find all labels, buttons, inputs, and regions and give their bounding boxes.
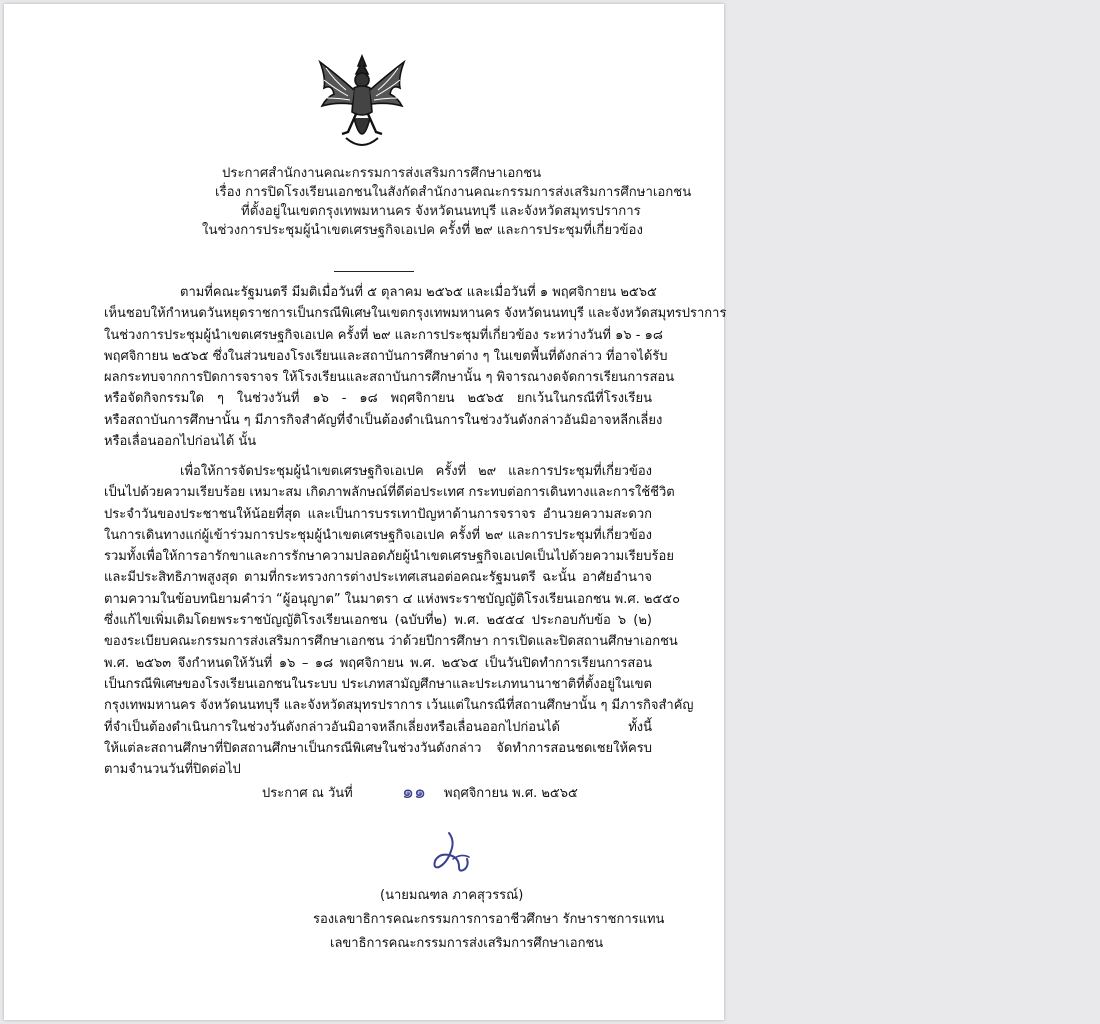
announcement-date — [4, 782, 724, 806]
signature-icon — [429, 829, 473, 875]
header-line: ประกาศสำนักงานคณะกรรมการส่งเสริมการศึกษาเอกชน — [222, 166, 542, 181]
paragraph-line: ตามจำนวนวันที่ปิดต่อไป — [104, 762, 241, 778]
paragraph-line: กรุงเทพมหานคร จังหวัดนนทบุรี และจังหวัดสมุทรปราการ เว้นแต่ในกรณีที่สถานศึกษานั้น ๆ มีภารกิจสำคัญ — [104, 698, 694, 714]
paragraph-2 — [104, 461, 694, 780]
paragraph-line: เพื่อให้การจัดประชุมผู้นำเขตเศรษฐกิจเอเปค ครั้งที่ ๒๙ และการประชุมที่เกี่ยวข้อง — [180, 464, 652, 479]
header-line: ที่ตั้งอยู่ในเขตกรุงเทพมหานคร จังหวัดนนทบุรี และจังหวัดสมุทรปราการ — [241, 204, 641, 219]
paragraph-line: ซึ่งแก้ไขเพิ่มเติมโดยพระราชบัญญัติโรงเรียนเอกชน (ฉบับที่๒) พ.ศ. ๒๕๕๔ ประกอบกับข้อ ๖ (๒) — [104, 613, 652, 629]
paragraph-line: ตามความในข้อบทนิยามคำว่า “ผู้อนุญาต” ในมาตรา ๔ แห่งพระราชบัญญัติโรงเรียนเอกชน พ.ศ. ๒๕๕๐ — [104, 591, 681, 607]
date-label: ประกาศ ณ วันที่ — [262, 786, 353, 801]
paragraph-line: ของระเบียบคณะกรรมการส่งเสริมการศึกษาเอกชน ว่าด้วยปีการศึกษา การเปิดและปิดสถานศึกษาเอกชน — [104, 634, 678, 650]
document-page — [4, 4, 727, 1020]
paragraph-line: เป็นกรณีพิเศษของโรงเรียนเอกชนในระบบ ประเภทสามัญศึกษาและประเภทนานาชาติที่ตั้งอยู่ในเขต — [104, 676, 652, 692]
signatory-position: รองเลขาธิการคณะกรรมการการอาชีวศึกษา รักษาราชการแทน — [313, 912, 665, 927]
paragraph-line: รวมทั้งเพื่อให้การอารักขาและการรักษาความปลอดภัยผู้นำเขตเศรษฐกิจเอเปคเป็นไปด้วยความเรียบร้อย — [104, 549, 674, 565]
header-subject-line: เรื่อง การปิดโรงเรียนเอกชนในสังกัดสำนักงานคณะกรรมการส่งเสริมการศึกษาเอกชน — [215, 185, 692, 200]
paragraph-line: หรือเลื่อนออกไปก่อนได้ นั้น — [104, 434, 257, 450]
paragraph-line: พฤศจิกายน ๒๕๖๕ ซึ่งในส่วนของโรงเรียนและสถาบันการศึกษาต่าง ๆ ในเขตพื้นที่ดังกล่าว ที่อาจได้รับ — [104, 348, 668, 364]
header-line: ในช่วงการประชุมผู้นำเขตเศรษฐกิจเอเปค ครั้งที่ ๒๙ และการประชุมที่เกี่ยวข้อง — [202, 223, 643, 238]
paragraph-line: เป็นไปด้วยความเรียบร้อย เหมาะสม เกิดภาพลักษณ์ที่ดีต่อประเทศ กระทบต่อการเดินทางและการใช้ชีวิต — [104, 485, 675, 501]
paragraph-line: เห็นชอบให้กำหนดวันหยุดราชการเป็นกรณีพิเศษในเขตกรุงเทพมหานคร จังหวัดนนทบุรี และจังหวัดสมุทรปราการ — [104, 306, 727, 322]
paragraph-line: ผลกระทบจากการปิดการจราจร ให้โรงเรียนและสถาบันการศึกษานั้น ๆ พิจารณางดจัดการเรียนการสอน — [104, 370, 675, 386]
header-divider — [334, 271, 414, 272]
date-month-year: พฤศจิกายน พ.ศ. ๒๕๖๕ — [444, 786, 578, 801]
paragraph-line: พ.ศ. ๒๕๖๓ จึงกำหนดให้วันที่ ๑๖ – ๑๘ พฤศจิกายน พ.ศ. ๒๕๖๕ เป็นวันปิดทำการเรียนการสอน — [104, 655, 652, 671]
paragraph-line: และมีประสิทธิภาพสูงสุด ตามที่กระทรวงการต่างประเทศเสนอต่อคณะรัฐมนตรี ฉะนั้น อาศัยอำนาจ — [104, 570, 652, 586]
signatory-block — [4, 884, 724, 956]
paragraph-line: หรือจัดกิจกรรมใด ๆ ในช่วงวันที่ ๑๖ - ๑๘ พฤศจิกายน ๒๕๖๕ ยกเว้นในกรณีที่โรงเรียน — [104, 391, 652, 407]
paragraph-line: ในการเดินทางแก่ผู้เข้าร่วมการประชุมผู้นำเขตเศรษฐกิจเอเปค ครั้งที่ ๒๙ และการประชุมที่เกี่ยวข้อง — [104, 527, 652, 543]
handwritten-day: ๑๑ — [402, 781, 427, 803]
paragraph-line: ประจำวันของประชาชนให้น้อยที่สุด และเป็นการบรรเทาปัญหาด้านการจราจร อำนวยความสะดวก — [104, 506, 652, 522]
paragraph-line: ตามที่คณะรัฐมนตรี มีมติเมื่อวันที่ ๕ ตุลาคม ๒๕๖๕ และเมื่อวันที่ ๑ พฤศจิกายน ๒๕๖๕ — [180, 285, 657, 300]
paragraph-line: ที่จำเป็นต้องดำเนินการในช่วงวันดังกล่าวอันมิอาจหลีกเลี่ยงหรือเลื่อนออกไปก่อนได้ ทั้งนี้ — [104, 719, 652, 735]
announcement-header — [4, 164, 724, 240]
signatory-name: (นายมณฑล ภาคสุวรรณ์) — [380, 888, 524, 903]
garuda-emblem-icon — [316, 54, 408, 154]
paragraph-1 — [104, 282, 727, 452]
signatory-acting-for: เลขาธิการคณะกรรมการส่งเสริมการศึกษาเอกชน — [330, 936, 604, 951]
paragraph-line: หรือสถาบันการศึกษานั้น ๆ มีภารกิจสำคัญที่จำเป็นต้องดำเนินการในช่วงวันดังกล่าวอันมิอาจหลีกเลี่ยง — [104, 412, 663, 428]
paragraph-line: ให้แต่ละสถานศึกษาที่ปิดสถานศึกษาเป็นกรณีพิเศษในช่วงวันดังกล่าว จัดทำการสอนชดเชยให้ครบ — [104, 740, 652, 756]
paragraph-line: ในช่วงการประชุมผู้นำเขตเศรษฐกิจเอเปค ครั้งที่ ๒๙ และการประชุมที่เกี่ยวข้อง ระหว่างวันที่ ๑๖ - ๑๘ — [104, 327, 663, 343]
